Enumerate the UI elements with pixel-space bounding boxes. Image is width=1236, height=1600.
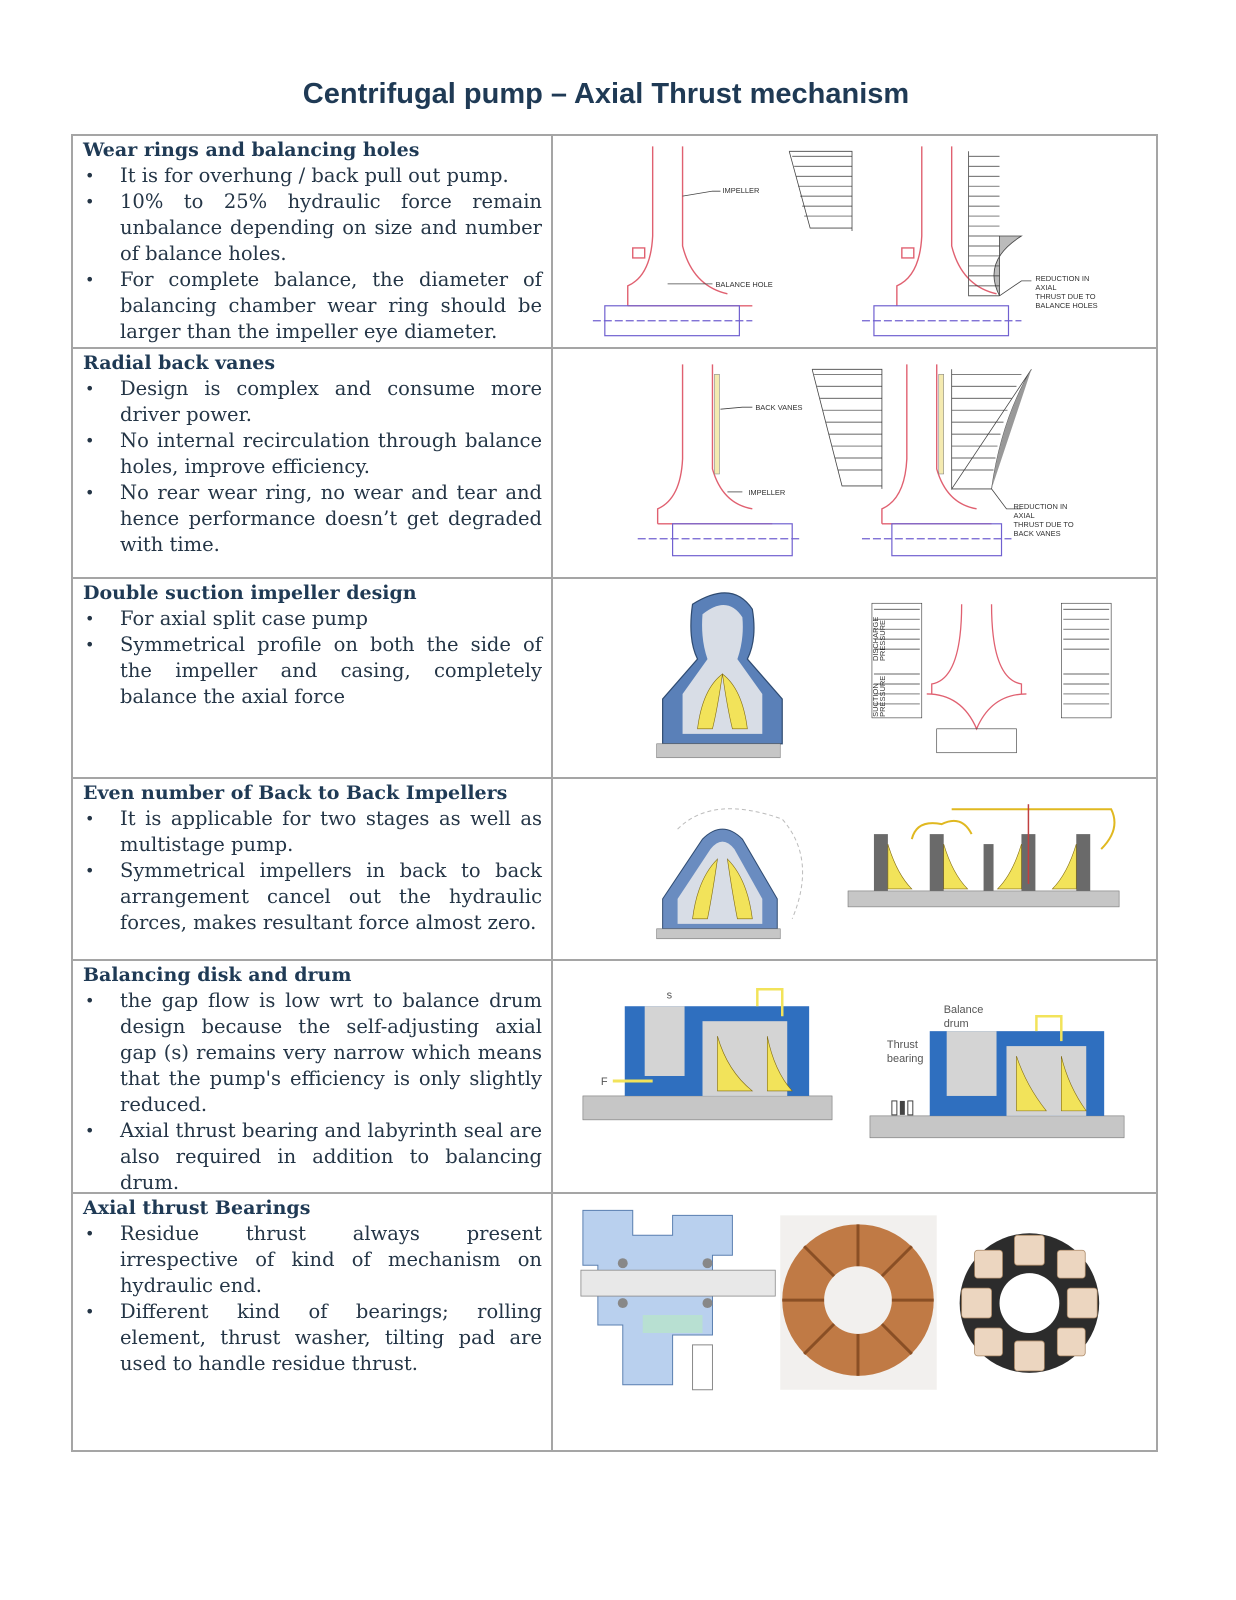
bullet-item: • Residue thrust always present irrespective of kind of mechanism on hydraulic end. [83, 1221, 542, 1299]
diagram-label: Thrust [886, 1039, 918, 1052]
bullet-list [83, 1221, 542, 1377]
diagram-label: s [666, 989, 673, 1002]
table-row [73, 136, 1156, 349]
diagram-label: BALANCE HOLE [715, 279, 773, 289]
bullet-list [83, 606, 542, 710]
row-heading: Axial thrust Bearings [83, 1197, 311, 1219]
text-cell [73, 136, 553, 347]
balancing-drum-diagram [553, 961, 1156, 1192]
table-row [73, 579, 1156, 779]
diagram-label: AXIAL [1035, 282, 1057, 292]
bullet-item: • It is applicable for two stages as well as multistage pump. [83, 806, 542, 858]
text-cell [73, 1194, 553, 1452]
bullet-item: • It is for overhung / back pull out pump. [83, 163, 542, 189]
table-row [73, 349, 1156, 579]
diagram-cell [553, 961, 1156, 1192]
diagram-label: Balance [943, 1004, 984, 1017]
mechanism-table [71, 134, 1158, 1452]
bullet-item: • Design is complex and consume more driver power. [83, 376, 542, 428]
bullet-list [83, 806, 542, 936]
text-cell [73, 779, 553, 959]
row-heading: Wear rings and balancing holes [83, 139, 420, 161]
back-vanes-diagram [553, 349, 1156, 577]
bullet-list [83, 988, 542, 1196]
diagram-label: AXIAL [1013, 510, 1035, 520]
diagram-label: IMPELLER [722, 186, 760, 196]
diagram-cell [553, 136, 1156, 347]
bullet-item: • For complete balance, the diameter of balancing chamber wear ring should be larger than the impeller eye diameter. [83, 267, 542, 345]
diagram-label: IMPELLER [748, 487, 786, 497]
row-heading: Even number of Back to Back Impellers [83, 782, 508, 804]
page-title: Centrifugal pump – Axial Thrust mechanism [302, 78, 910, 110]
text-cell [73, 961, 553, 1192]
double-suction-diagram [553, 579, 1156, 777]
row-heading: Double suction impeller design [83, 582, 417, 604]
bullet-item: • Different kind of bearings; rolling element, thrust washer, tilting pad are used to handle residue thrust. [83, 1299, 542, 1377]
bullet-list [83, 163, 542, 345]
bullet-item: • For axial split case pump [83, 606, 542, 632]
table-row [73, 779, 1156, 961]
table-row [73, 961, 1156, 1194]
text-cell [73, 579, 553, 777]
diagram-cell [553, 579, 1156, 777]
row-heading: Balancing disk and drum [83, 964, 352, 986]
bullet-item: • No rear wear ring, no wear and tear and hence performance doesn’t get degraded with time. [83, 480, 542, 558]
diagram-cell [553, 1194, 1156, 1452]
diagram-label: SUCTION [870, 683, 880, 717]
diagram-label: bearing [886, 1053, 924, 1066]
bullet-item: • Symmetrical profile on both the side of the impeller and casing, completely balance the axial force [83, 632, 542, 710]
diagram-cell [553, 779, 1156, 959]
bullet-item: • 10% to 25% hydraulic force remain unbalance depending on size and number of balance holes. [83, 189, 542, 267]
diagram-label: REDUCTION IN [1035, 273, 1090, 283]
diagram-label: REDUCTION IN [1013, 501, 1068, 511]
balance-hole-diagram [553, 136, 1156, 347]
diagram-label: drum [943, 1018, 969, 1031]
diagram-label: DISCHARGE [870, 616, 880, 662]
table-row [73, 1194, 1156, 1452]
bullet-item: • Axial thrust bearing and labyrinth seal are also required in addition to balancing drum. [83, 1118, 542, 1196]
diagram-label: BACK VANES [1013, 528, 1061, 538]
diagram-label: THRUST DUE TO [1013, 519, 1074, 529]
diagram-label: F [600, 1075, 608, 1088]
bullet-item: • Symmetrical impellers in back to back arrangement cancel out the hydraulic forces, makes resultant force almost zero. [83, 858, 542, 936]
bullet-list [83, 376, 542, 558]
diagram-label: PRESSURE [877, 675, 887, 717]
bullet-item: • No internal recirculation through balance holes, improve efficiency. [83, 428, 542, 480]
diagram-cell [553, 349, 1156, 577]
diagram-label: PRESSURE [877, 619, 887, 662]
diagram-label: THRUST DUE TO [1035, 291, 1096, 301]
row-heading: Radial back vanes [83, 352, 276, 374]
diagram-label: BACK VANES [755, 403, 803, 413]
back-to-back-diagram [553, 779, 1156, 959]
bullet-item: • the gap flow is low wrt to balance drum design because the self-adjusting axial gap (s) remains very narrow which means that the pump's efficiency is only slightly reduced. [83, 988, 542, 1118]
text-cell [73, 349, 553, 577]
thrust-bearing-images [553, 1194, 1156, 1452]
diagram-label: BALANCE HOLES [1035, 300, 1098, 310]
